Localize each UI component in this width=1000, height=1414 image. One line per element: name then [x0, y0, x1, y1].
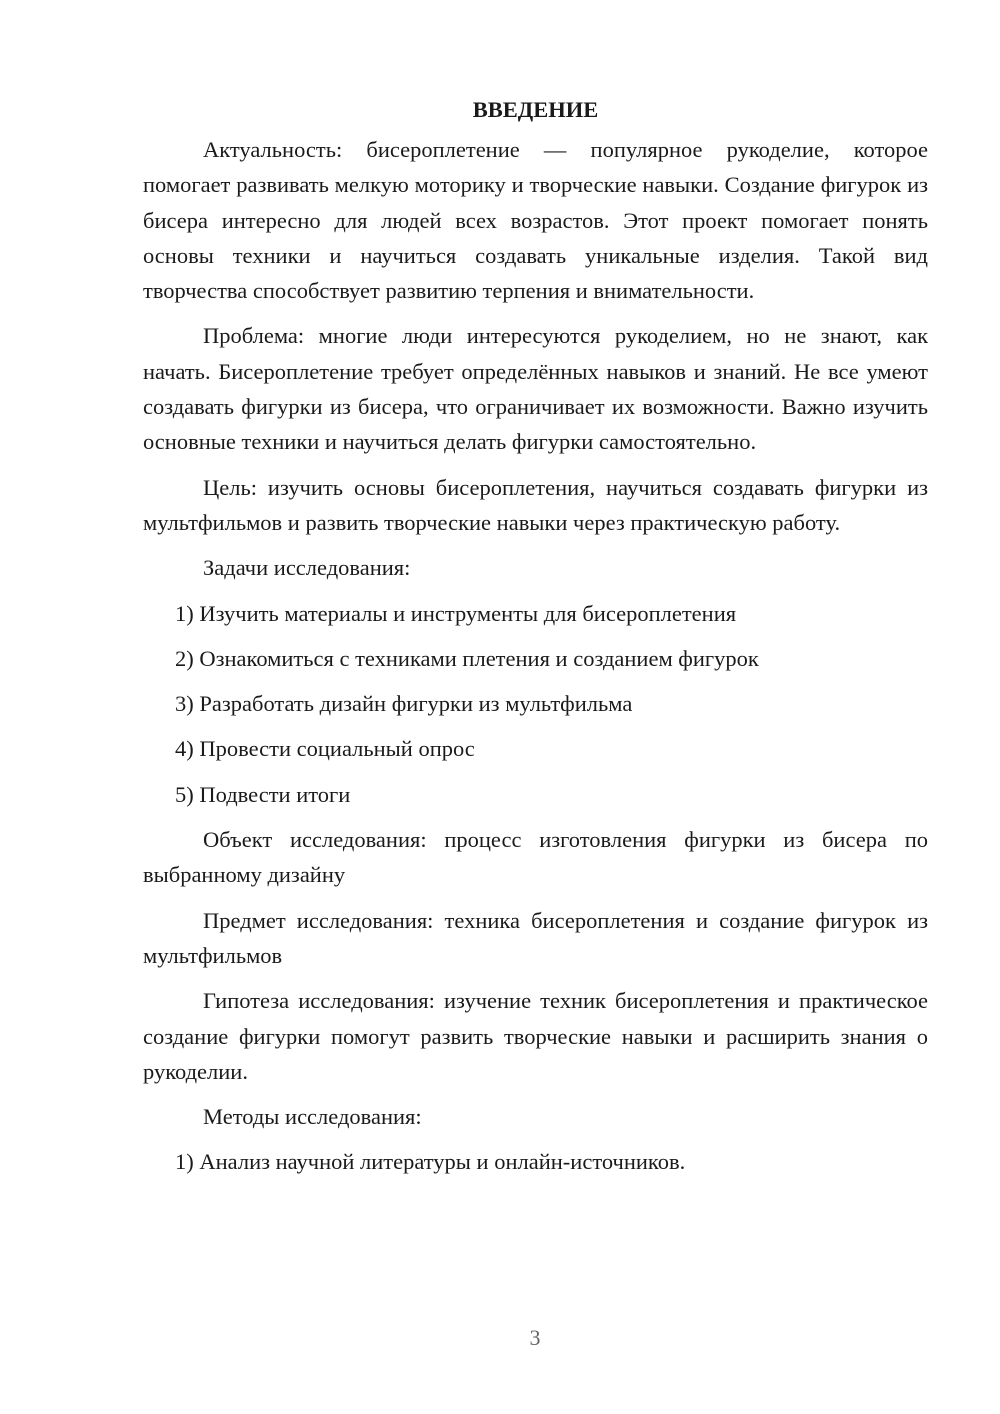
task-item: 4) Провести социальный опрос — [175, 736, 475, 762]
task-item: 5) Подвести итоги — [175, 781, 351, 807]
page-number: 3 — [529, 1325, 541, 1350]
goal-paragraph: Цель: изучить основы бисероплетения, научиться создавать фигурки из мультфильмов и развить творческие навыки через практическую работу. — [143, 474, 928, 535]
methods-heading: Методы исследования: — [203, 1104, 422, 1130]
task-item: 1) Изучить материалы и инструменты для бисероплетения — [175, 600, 737, 626]
relevance-paragraph: Актуальность: бисероплетение — популярное рукоделие, которое помогает развивать мелкую моторику и творческие навыки. Создание фигурок из бисера интересно для людей всех возрастов. Этот проект помогает понять основы техники и научиться создавать уникальные изделия. Такой вид творчества способствует развитию терпения и внимательности. — [143, 137, 928, 304]
tasks-heading: Задачи исследования: — [203, 555, 411, 581]
task-item: 3) Разработать дизайн фигурки из мультфильма — [175, 691, 633, 717]
method-item: 1) Анализ научной литературы и онлайн-источников. — [175, 1149, 686, 1175]
methods-list — [143, 1144, 928, 1179]
problem-paragraph: Проблема: многие люди интересуются рукоделием, но не знают, как начать. Бисероплетение требует определённых навыков и знаний. Не все умеют создавать фигурки из бисера, что ограничивает их возможности. Важно изучить основные техники и научиться делать фигурки самостоятельно. — [143, 323, 928, 455]
object-paragraph: Объект исследования: процесс изготовления фигурки из бисера по выбранному дизайну — [143, 827, 928, 888]
hypothesis-paragraph: Гипотеза исследования: изучение техник бисероплетения и практическое создание фигурки помогут развить творческие навыки и расширить знания о рукоделии. — [143, 988, 928, 1084]
section-title: ВВЕДЕНИЕ — [472, 97, 599, 122]
subject-paragraph: Предмет исследования: техника бисероплетения и создание фигурок из мультфильмов — [143, 907, 928, 968]
tasks-list — [143, 596, 928, 812]
task-item: 2) Ознакомиться с техниками плетения и созданием фигурок — [175, 645, 759, 671]
document-page — [143, 92, 928, 1190]
